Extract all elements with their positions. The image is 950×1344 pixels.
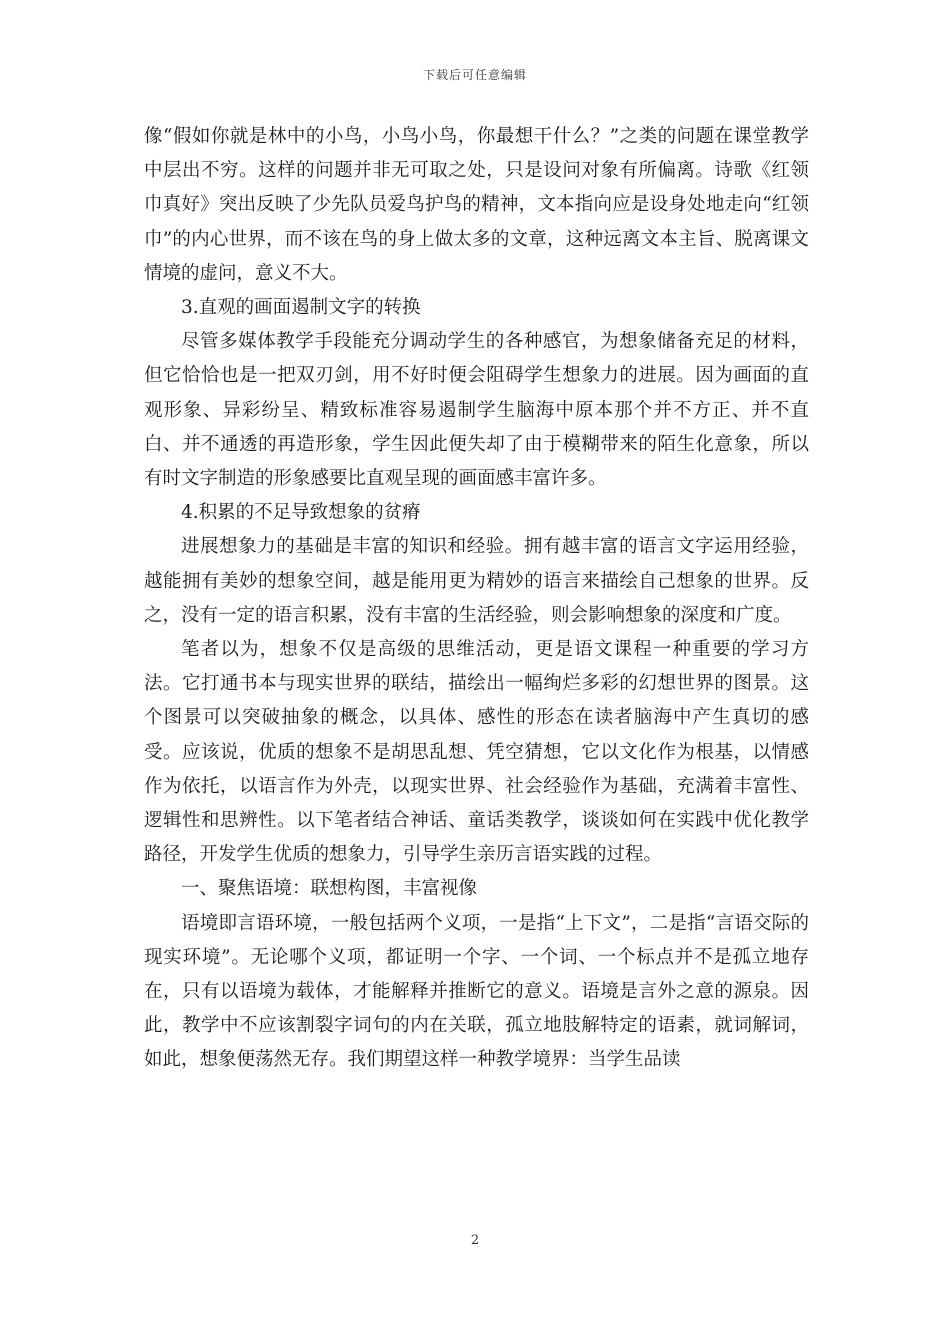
section-heading: 一、聚焦语境：联想构图，丰富视像 (181, 878, 478, 900)
paragraph: 尽管多媒体教学手段能充分调动学生的各种感官，为想象储备充足的材料，但它恰恰也是一把双刃剑，用不好时便会阻碍学生想象力的进展。因为画面的直观形象、异彩纷呈、精致标准容易遏制学生脑海中原本那个并不方正、并不直白、并不通透的再造形象，学生因此便失却了由于模糊带来的陌生化意象，所以有时文字制造的形象感要比直观呈现的画面感丰富许多。 (144, 331, 809, 490)
page-header: 下载后可任意编辑 (422, 68, 527, 82)
page-number: 2 (470, 1233, 480, 1248)
section-heading: 4.积累的不足导致想象的贫瘠 (181, 502, 421, 524)
paragraph: 像“假如你就是林中的小鸟，小鸟小鸟，你最想干什么？”之类的问题在课堂教学中层出不穷。这样的问题并非无可取之处，只是设问对象有所偏离。诗歌《红领巾真好》突出反映了少先队员爱鸟护鸟的精神，文本指向应是设身处地走向“红领巾”的内心世界，而不该在鸟的身上做太多的文章，这种远离文本主旨、脱离课文情境的虚问，意义不大。 (144, 126, 809, 284)
section-heading: 3.直观的画面遏制文字的转换 (181, 297, 421, 319)
paragraph: 笔者以为，想象不仅是高级的思维活动，更是语文课程一种重要的学习方法。它打通书本与现实世界的联结，描绘出一幅绚烂多彩的幻想世界的图景。这个图景可以突破抽象的概念，以具体、感性的形态在读者脑海中产生真切的感受。应该说，优质的想象不是胡思乱想、凭空猜想，它以文化作为根基，以情感作为依托，以语言作为外壳，以现实世界、社会经验作为基础，充满着丰富性、逻辑性和思辨性。以下笔者结合神话、童话类教学，谈谈如何在实践中优化教学路径，开发学生优质的想象力，引导学生亲历言语实践的过程。 (144, 639, 809, 866)
document-body (144, 120, 809, 1078)
paragraph: 语境即言语环境，一般包括两个义项，一是指“上下文”，二是指“言语交际的现实环境”。无论哪个义项，都证明一个字、一个词、一个标点并不是孤立地存在，只有以语境为载体，才能解释并推断它的意义。语境是言外之意的源泉。因此，教学中不应该割裂字词句的内在关联，孤立地肢解特定的语素，就词解词，如此，想象便荡然无存。我们期望这样一种教学境界：当学生品读 (144, 912, 809, 1071)
paragraph: 进展想象力的基础是丰富的知识和经验。拥有越丰富的语言文字运用经验，越能拥有美妙的想象空间，越是能用更为精妙的语言来描绘自己想象的世界。反之，没有一定的语言积累，没有丰富的生活经验，则会影响想象的深度和广度。 (144, 536, 809, 626)
